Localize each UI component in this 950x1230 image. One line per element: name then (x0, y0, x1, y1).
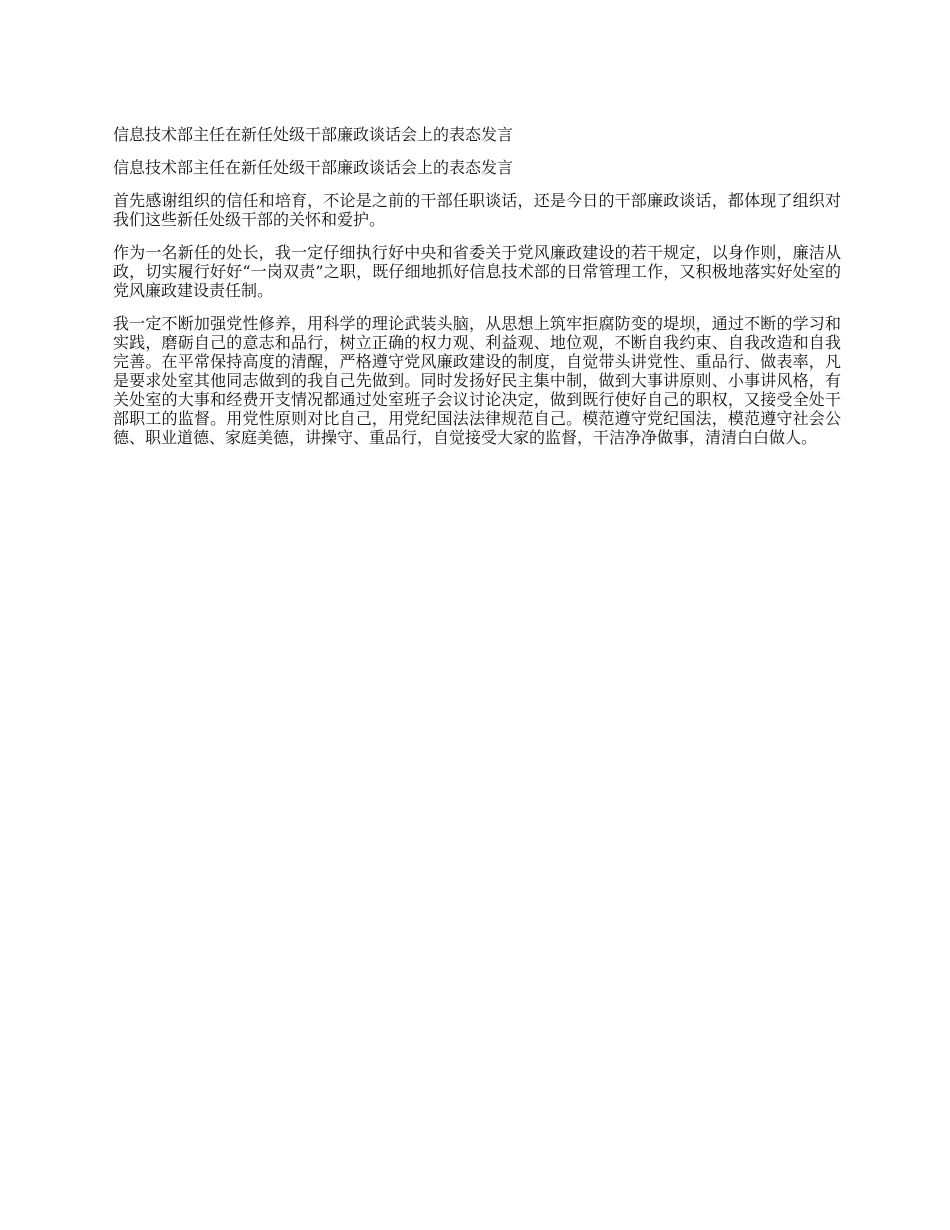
document-page (113, 125, 841, 461)
document-title-2: 信息技术部主任在新任处级干部廉政谈话会上的表态发言 (113, 158, 514, 177)
paragraph-3: 我一定不断加强党性修养，用科学的理论武装头脑，从思想上筑牢拒腐防变的堤坝，通过不断的学习和实践，磨砺自己的意志和品行，树立正确的权力观、利益观、地位观，不断自我约束、自我改造和自我完善。在平常保持高度的清醒，严格遵守党风廉政建设的制度，自觉带头讲党性、重品行、做表率，凡是要求处室其他同志做到的我自己先做到。同时发扬好民主集中制，做到大事讲原则、小事讲风格，有关处室的大事和经费开支情况都通过处室班子会议讨论决定，做到既行使好自己的职权，又接受全处干部职工的监督。用党性原则对比自己，用党纪国法法律规范自己。模范遵守党纪国法，模范遵守社会公德、职业道德、家庭美德，讲操守、重品行，自觉接受大家的监督，干洁净净做事，清清白白做人。 (113, 314, 841, 447)
document-title-1: 信息技术部主任在新任处级干部廉政谈话会上的表态发言 (113, 125, 514, 144)
paragraph-2: 作为一名新任的处长，我一定仔细执行好中央和省委关于党风廉政建设的若干规定，以身作则，廉洁从政，切实履行好好“一岗双责”之职，既仔细地抓好信息技术部的日常管理工作，又积极地落实好处室的党风廉政建设责任制。 (113, 243, 841, 300)
paragraph-1: 首先感谢组织的信任和培育，不论是之前的干部任职谈话，还是今日的干部廉政谈话，都体现了组织对我们这些新任处级干部的关怀和爱护。 (113, 191, 841, 229)
